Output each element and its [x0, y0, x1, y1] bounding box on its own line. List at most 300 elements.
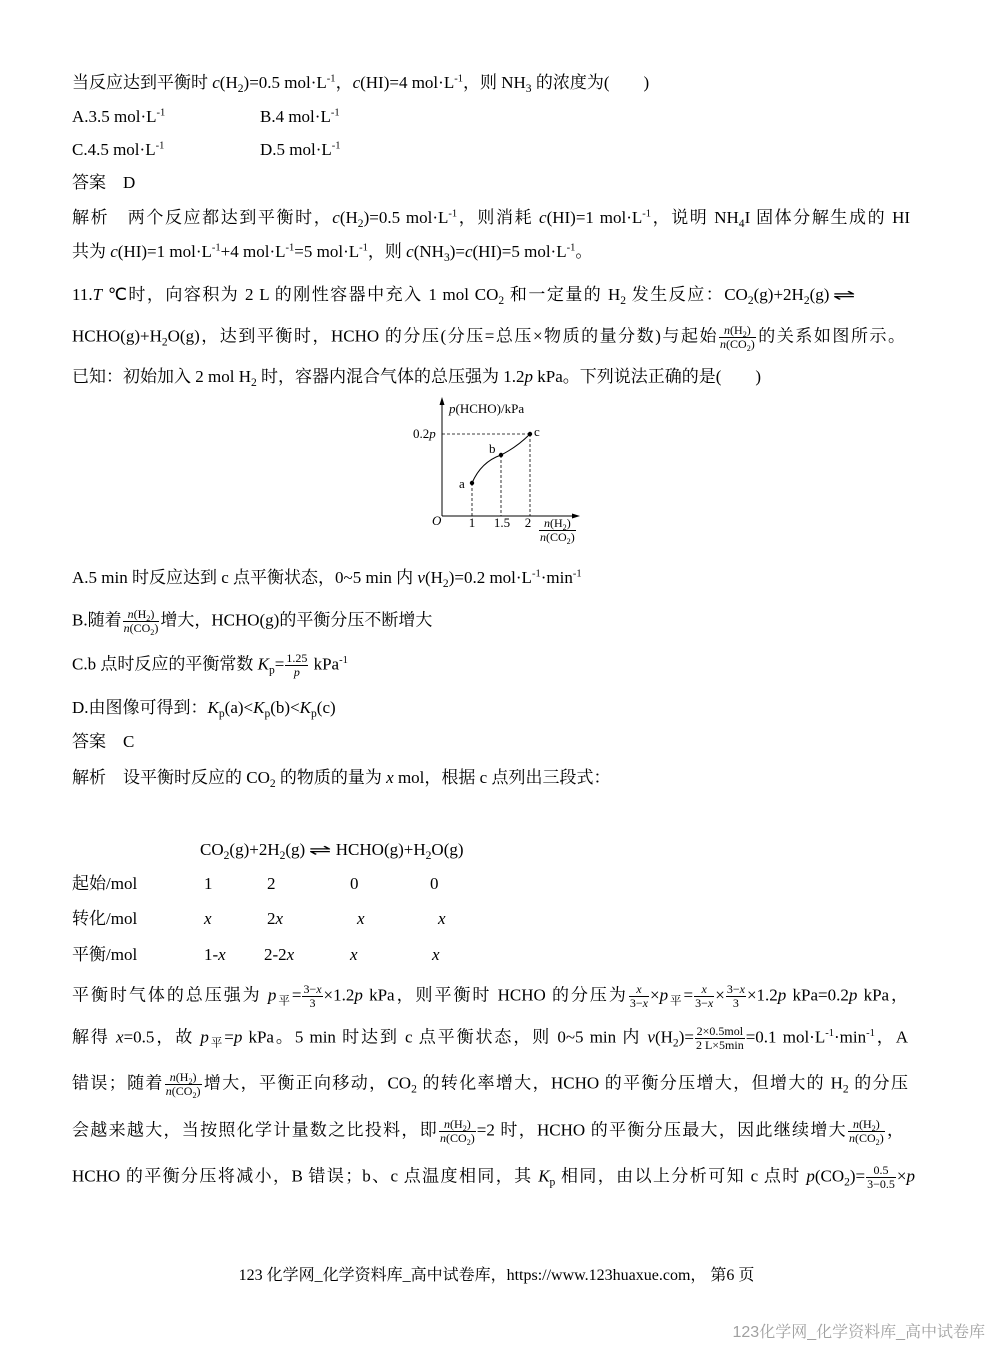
subscript: 2 [192, 1090, 197, 1100]
subscript: 2 [357, 217, 364, 231]
subscript: 2 [842, 1082, 849, 1096]
text-run: = [683, 985, 694, 1005]
watermark: 123化学网_化学资料库_高中试卷库 [732, 1324, 985, 1341]
text-run: 已知：初始加入 2 mol H [72, 367, 251, 386]
text-run: kPa， [857, 985, 909, 1005]
fraction [539, 517, 576, 544]
math-variable: n [724, 323, 731, 337]
fraction-denominator [694, 996, 714, 1010]
text-run: )= [449, 242, 465, 261]
math-variable: p [777, 985, 787, 1005]
superscript: -1 [285, 242, 295, 254]
q10-analysis-line-2 [72, 240, 592, 264]
three-stage-cell [432, 943, 440, 967]
text-run: ) [196, 1084, 201, 1098]
text-run: (g) [285, 840, 306, 859]
subscript: 2 [442, 577, 449, 591]
fraction-denominator [629, 996, 649, 1010]
text-run: (H [550, 516, 563, 530]
math-variable: p [449, 401, 456, 416]
text-run: ) [150, 607, 155, 621]
three-stage-cell [350, 943, 358, 967]
subscript: p [549, 1175, 556, 1189]
q11-analysis-intro [72, 766, 610, 790]
text-run: I 固体分解生成的 HI [744, 208, 911, 227]
superscript: -1 [531, 568, 541, 580]
text-run: (H [339, 208, 358, 227]
text-run: ) [746, 323, 751, 337]
fraction-denominator [695, 1038, 745, 1052]
text-run: (CO [546, 530, 567, 544]
origin-label [432, 513, 441, 529]
text-run: )=0.2 mol·L [448, 568, 532, 587]
text-run: (CO [854, 1131, 876, 1145]
q11-answer: 答案 C [72, 732, 135, 751]
text-run: (a)< [224, 698, 254, 717]
text-run: (CO [446, 1131, 467, 1145]
subscript: 2 [562, 522, 567, 532]
text-run: +4 mol·L [220, 242, 286, 261]
q11-option-a [72, 566, 582, 590]
text-run: HCHO 的平衡分压将减小，B 错误；b、c 点温度相同，其 [72, 1166, 539, 1186]
text-run: kPa。5 min 时达到 c 点平衡状态，则 0~5 min 内 [242, 1027, 648, 1047]
math-variable: x [204, 909, 212, 928]
text-run: 2 L×5min [695, 1038, 744, 1052]
math-variable: x [707, 996, 714, 1010]
text-run: 0 [350, 874, 359, 893]
math-variable: n [165, 1084, 172, 1098]
y-axis-label [449, 401, 524, 417]
math-variable: n [440, 1131, 447, 1145]
math-variable: n [444, 1117, 451, 1131]
text-run: = [224, 1027, 234, 1047]
text-run: 解析 两个反应都达到平衡时， [72, 208, 333, 227]
text-run: )= [678, 1027, 694, 1047]
text-run: C.b 点时反应的平衡常数 [72, 654, 258, 674]
text-run: (CO [814, 1166, 845, 1186]
text-run: CO [200, 840, 224, 859]
subscript: p [311, 707, 317, 721]
q11-analysis-line-5 [72, 1163, 915, 1191]
subscript: p [218, 707, 225, 721]
text-run: 增大，HCHO(g)的平衡分压不断增大 [160, 610, 433, 630]
math-variable: x [636, 982, 642, 996]
text-run: ×1.2 [746, 985, 778, 1005]
subscript: 2 [620, 294, 627, 308]
point-a [470, 481, 474, 485]
math-variable: x [386, 768, 394, 787]
text-run: 3− [629, 996, 643, 1010]
three-stage-cell [204, 907, 212, 931]
superscript: -1 [359, 242, 368, 254]
text-run: 3− [303, 982, 317, 996]
fraction [439, 1118, 476, 1145]
fraction [285, 652, 308, 679]
three-stage-cell [438, 907, 446, 931]
superscript: -1 [825, 1028, 834, 1040]
text-run: 0 [430, 874, 439, 893]
text-run: ) [875, 1117, 880, 1131]
math-variable: p [200, 1027, 209, 1047]
math-variable: n [544, 516, 550, 530]
text-run: 时，容器内混合气体的总压强为 1.2 [256, 367, 525, 386]
fraction [302, 983, 322, 1010]
math-variable: x [739, 982, 745, 996]
math-variable: K [253, 698, 265, 717]
subscript: p [268, 663, 275, 677]
three-stage-equation [200, 838, 464, 862]
text-run: (HI)=1 mol·L [546, 208, 643, 227]
superscript: -1 [331, 140, 341, 152]
text-run: (H [450, 1117, 463, 1131]
q11-option-b [72, 607, 433, 637]
math-variable: v [647, 1027, 655, 1047]
fraction-denominator [539, 530, 576, 544]
subscript: 2 [146, 613, 151, 623]
text-run: O(g) [431, 840, 464, 859]
text-run: 1- [204, 945, 219, 964]
text-run: 增大，平衡正向移动，CO [202, 1073, 412, 1093]
superscript: -1 [330, 107, 340, 119]
superscript: -1 [642, 208, 652, 220]
q10-option-b [260, 105, 340, 129]
y-axis-arrow [440, 397, 445, 405]
text-run: (H [654, 1027, 673, 1047]
point-label-a: a [459, 476, 465, 491]
fraction-numerator [285, 652, 308, 665]
text-run: A.3.5 mol·L [72, 107, 157, 126]
fraction-denominator [866, 1177, 896, 1191]
text-run: (HI)=1 mol·L [117, 242, 212, 261]
fraction [629, 983, 649, 1010]
fraction-numerator [629, 983, 649, 996]
text-run: 的浓度为( ) [531, 73, 650, 92]
q11-analysis-line-3 [72, 1070, 909, 1100]
math-variable: T [92, 285, 103, 304]
fraction [866, 1164, 896, 1191]
text-run: ，A [874, 1027, 909, 1047]
text-run: (b)< [270, 698, 300, 717]
text-run: D.5 mol·L [260, 140, 332, 159]
x-tick-label: 2 [524, 515, 532, 530]
text-run: 0.5 [873, 1163, 889, 1177]
math-variable: K [538, 1166, 550, 1186]
text-run: 发生反应：CO [626, 285, 748, 304]
subscript: 4 [738, 217, 745, 231]
text-run: mol，根据 c 点列出三段式： [393, 768, 611, 787]
subscript: 平 [208, 1036, 225, 1050]
text-run: ) [154, 621, 159, 635]
subscript: 2 [746, 343, 751, 353]
q11-option-d [72, 696, 336, 720]
text-run: (CO [726, 337, 747, 351]
superscript: -1 [156, 107, 166, 119]
superscript: -1 [339, 655, 348, 667]
subscript: 2 [875, 1137, 880, 1147]
text-run: = [291, 985, 302, 1005]
math-variable: v [417, 568, 425, 587]
math-variable: p [659, 985, 669, 1005]
text-run: 2×0.5mol [696, 1024, 744, 1038]
text-run: (CO [171, 1084, 193, 1098]
three-stage-cell [204, 872, 213, 896]
subscript: 2 [237, 82, 244, 96]
text-run: 2 [267, 874, 276, 893]
text-run: kPa，则平衡时 HCHO 的分压为 [362, 985, 628, 1005]
subscript: 2 [803, 294, 810, 308]
fraction-numerator [439, 1118, 476, 1131]
three-stage-row-label: 平衡/mol [72, 945, 138, 964]
text-run: 的转化率增大，HCHO 的平衡分压增大，但增大的 H [416, 1073, 843, 1093]
fraction [719, 324, 756, 351]
text-run: 1.25 [286, 651, 308, 665]
text-run: 3− [695, 996, 708, 1010]
q10-analysis-line-1 [72, 206, 910, 230]
math-variable: c [212, 73, 220, 92]
fraction-denominator [165, 1084, 202, 1098]
fraction-denominator [123, 621, 160, 635]
fraction [726, 983, 746, 1010]
fraction [695, 1025, 745, 1052]
text-run: kPa=0.2 [786, 985, 849, 1005]
text-run: (CO [129, 621, 151, 635]
q11-analysis-line-1 [72, 982, 909, 1010]
text-run: kPa [309, 654, 340, 674]
q10-stem-line [72, 71, 649, 95]
text-run: =0.5，故 [123, 1027, 201, 1047]
text-run: ·min [540, 568, 573, 587]
math-variable: x [357, 909, 365, 928]
equilibrium-arrow: ⇌ [309, 841, 332, 859]
text-run: HCHO(g)+H [72, 326, 162, 346]
math-variable: p [524, 367, 534, 386]
point-c [528, 432, 532, 436]
text-run: )= [849, 1166, 866, 1186]
fraction-denominator [285, 665, 308, 679]
text-run: 的关系如图所示。 [756, 326, 906, 346]
subscript: 2 [425, 849, 432, 863]
text-run: (H [730, 323, 743, 337]
subscript: 平 [276, 994, 292, 1008]
subscript: 2 [462, 1123, 467, 1133]
text-run: ， [335, 73, 353, 92]
superscript: -1 [454, 73, 463, 85]
text-run: ) [470, 1131, 475, 1145]
subscript: 2 [844, 1175, 850, 1189]
text-run: ) [879, 1131, 884, 1145]
fraction-numerator [866, 1164, 896, 1177]
math-variable: x [218, 945, 226, 964]
q11-stem-line-1 [72, 283, 860, 307]
subscript: 2 [150, 627, 155, 637]
three-stage-cell [350, 872, 359, 896]
subscript: 2 [742, 329, 747, 339]
x-tick-label: 1.5 [493, 515, 511, 530]
math-variable: n [540, 530, 546, 544]
math-variable: p [354, 985, 363, 1005]
text-run: 0.2 [413, 426, 430, 441]
text-run: =2 时，HCHO 的平衡分压最大，因此继续增大 [476, 1120, 847, 1140]
text-run: 解析 设平衡时反应的 CO [72, 768, 270, 787]
math-variable: x [701, 982, 707, 996]
text-run: 解得 [72, 1027, 117, 1047]
superscript: -1 [448, 208, 458, 220]
figure [400, 395, 600, 560]
q10-option-d [260, 138, 341, 162]
text-run: ) [566, 516, 571, 530]
fraction-numerator [726, 983, 746, 996]
fraction-denominator [302, 996, 322, 1010]
subscript: 2 [269, 777, 276, 791]
text-run: 相同，由以上分析可知 c 点时 [555, 1166, 807, 1186]
fraction [165, 1071, 202, 1098]
three-stage-cell [357, 907, 365, 931]
subscript: 2 [250, 376, 257, 390]
text-run: ) [750, 337, 755, 351]
text-run: =0.1 mol·L [745, 1027, 826, 1047]
math-variable: x [116, 1027, 124, 1047]
three-stage-row-label: 起始/mol [72, 874, 138, 893]
text-run: ) [466, 1117, 471, 1131]
math-variable: n [848, 1131, 855, 1145]
fraction-numerator [848, 1118, 885, 1131]
text-run: 共为 [72, 242, 111, 261]
subscript: 2 [672, 1036, 679, 1050]
superscript: -1 [326, 73, 336, 85]
text-run: B.4 mol·L [260, 107, 331, 126]
fraction-numerator [302, 983, 322, 996]
q10-option-a [72, 105, 165, 129]
three-stage-row-label: 转化/mol [72, 909, 138, 928]
math-variable: K [299, 698, 312, 717]
three-stage-cell [267, 872, 276, 896]
subscript: 2 [411, 1082, 417, 1096]
text-run: 和一定量的 H [504, 285, 621, 304]
text-run: ·min [834, 1027, 867, 1047]
text-run: (c) [316, 698, 336, 717]
subscript: 2 [223, 849, 230, 863]
text-run: ， [885, 1120, 905, 1140]
fraction-numerator [719, 324, 756, 337]
math-variable: x [642, 996, 648, 1010]
text-run: ℃时，向容积为 2 L 的刚性容器中充入 1 mol CO [102, 285, 499, 304]
math-variable: c [539, 208, 547, 227]
math-variable: n [852, 1117, 859, 1131]
text-run: ×1.2 [323, 985, 355, 1005]
text-run: =5 mol·L [294, 242, 360, 261]
q11-analysis-line-2 [72, 1024, 909, 1052]
text-run: HCHO(g)+H [335, 840, 426, 859]
math-variable: x [275, 909, 284, 928]
text-run: (HCHO)/kPa [455, 401, 525, 416]
text-run: kPa。下列说法正确的是( ) [533, 367, 762, 386]
q10-option-c [72, 138, 164, 162]
subscript: 2 [466, 1137, 471, 1147]
math-variable: x [350, 945, 358, 964]
text-run: (H [424, 568, 443, 587]
math-variable: p [267, 985, 277, 1005]
math-variable: n [720, 337, 727, 351]
text-run: × [715, 985, 725, 1005]
fraction-numerator [165, 1071, 202, 1084]
text-run: )=0.5 mol·L [363, 208, 449, 227]
text-run: (H [133, 607, 147, 621]
text-run: )=0.5 mol·L [243, 73, 327, 92]
text-run: ，说明 NH [651, 208, 739, 227]
text-run: (g) [809, 285, 830, 304]
text-run: 3−0.5 [867, 1177, 895, 1191]
page-footer: 123 化学网_化学资料库_高中试卷库，https://www.123huaxue.com， 第6 页 [238, 1267, 755, 1284]
three-stage-cell [204, 943, 226, 967]
text-run: 2-2 [264, 945, 287, 964]
fraction-numerator [539, 517, 576, 530]
text-run: ) [570, 530, 575, 544]
text-run: (g)+2H [753, 285, 804, 304]
math-variable: p [806, 1166, 815, 1186]
q11-stem-line-2 [72, 323, 906, 353]
point-label-c: c [534, 424, 540, 439]
fraction [694, 983, 714, 1010]
text-run: 错误；随着 [72, 1073, 164, 1093]
fraction-denominator [439, 1131, 476, 1145]
text-run: 的物质的量为 [275, 768, 387, 787]
superscript: -1 [866, 1028, 875, 1040]
math-variable: x [438, 909, 446, 928]
subscript: p [264, 707, 271, 721]
math-variable: c [352, 73, 361, 92]
text-run: C.4.5 mol·L [72, 140, 156, 159]
math-variable: p [848, 985, 858, 1005]
text-run: × [649, 985, 660, 1005]
math-variable: x [432, 945, 440, 964]
three-stage-cell [264, 943, 294, 967]
text-run: 2 [267, 909, 276, 928]
x-tick-label: 1 [468, 515, 476, 530]
subscript: 2 [498, 294, 505, 308]
math-variable: c [406, 242, 414, 261]
fraction-numerator [694, 983, 714, 996]
subscript: 2 [566, 536, 571, 546]
text-run: ) [192, 1070, 197, 1084]
math-variable: K [257, 654, 269, 674]
subscript: 3 [443, 251, 450, 265]
math-variable: p [429, 426, 436, 441]
text-run: (H [219, 73, 238, 92]
text-run: 11. [72, 285, 93, 304]
math-variable: p [906, 1166, 915, 1186]
math-variable: c [332, 208, 340, 227]
subscript: 2 [747, 294, 754, 308]
math-variable: n [123, 621, 130, 635]
math-variable: c [464, 242, 473, 261]
fraction-denominator [719, 337, 756, 351]
math-variable: p [293, 665, 300, 679]
subscript: 3 [525, 82, 532, 96]
text-run: 当反应达到平衡时 [72, 73, 213, 92]
text-run: (H [858, 1117, 872, 1131]
superscript: -1 [211, 242, 221, 254]
text-run: ，则 NH [462, 73, 526, 92]
text-run: (H [175, 1070, 189, 1084]
superscript: -1 [572, 568, 582, 580]
q11-analysis-line-4 [72, 1117, 905, 1147]
math-variable: x [286, 945, 295, 964]
three-stage-cell [430, 872, 439, 896]
math-variable: K [207, 698, 219, 717]
subscript: 2 [871, 1123, 876, 1133]
math-variable: n [169, 1070, 176, 1084]
equilibrium-arrow: ⇌ [833, 286, 857, 304]
